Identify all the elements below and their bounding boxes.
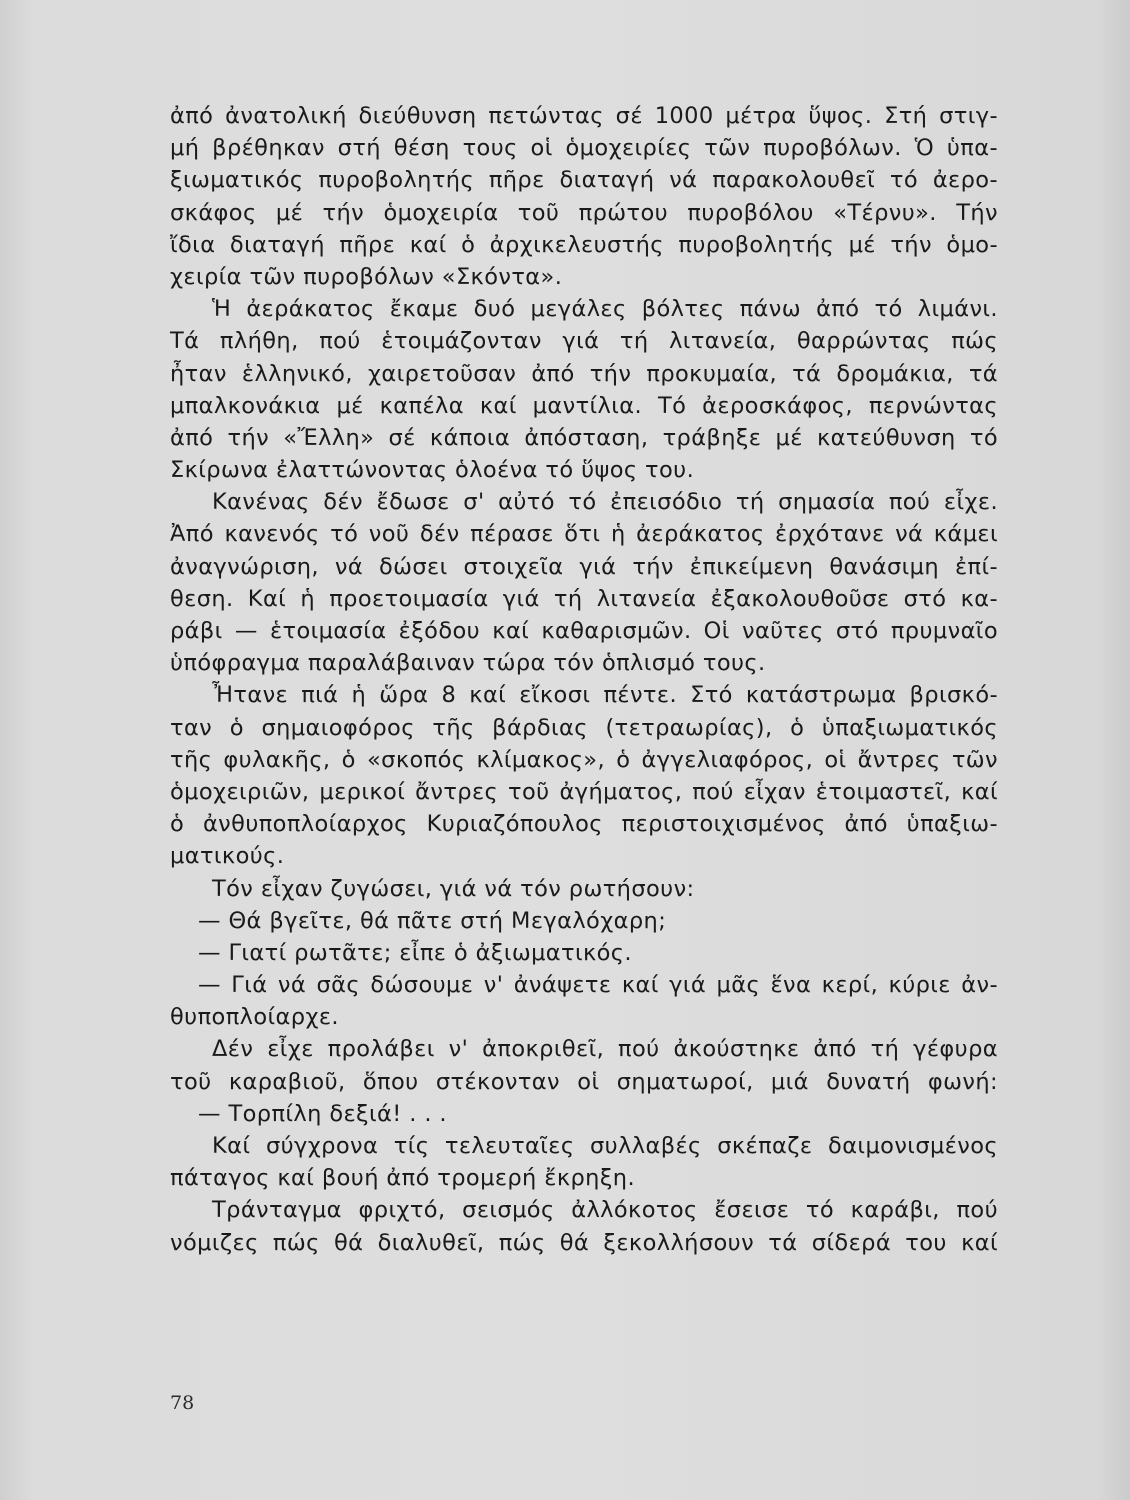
text-line: — Θά βγεῖτε, θά πᾶτε στή Μεγαλόχαρη;	[198, 907, 667, 934]
text-line: ἀπό ἀνατολική διεύθυνση πετώντας σέ 1000 μέτρα ὕψος. Στή στιγ-	[170, 103, 998, 129]
text-line: Τόν εἶχαν ζυγώσει, γιά νά τόν ρωτήσουν:	[212, 875, 695, 902]
text-line: ἀπό τήν «Ἔλλη» σέ κάποια ἀπόσταση, τράβηξε μέ κατεύθυνση τό	[170, 424, 998, 451]
text-line: σκάφος μέ τήν ὁμοχειρία τοῦ πρώτου πυροβόλου «Τέρνυ». Τήν	[170, 199, 998, 226]
text-line: ταν ὁ σημαιοφόρος τῆς βάρδιας (τετραωρίας), ὁ ὑπαξιωματικός	[170, 714, 998, 741]
text-line: — Γιά νά σᾶς δώσουμε ν' ἀνάψετε καί γιά μᾶς ἕνα κερί, κύριε ἀν-	[198, 972, 998, 999]
text-line: ὁ ἀνθυποπλοίαρχος Κυριαζόπουλος περιστοιχισμένος ἀπό ὑπαξιω-	[170, 811, 998, 838]
text-line: Τράνταγμα φριχτό, σεισμός ἀλλόκοτος ἔσεισε τό καράβι, πού	[212, 1197, 998, 1224]
body-text	[170, 100, 998, 1259]
text-line: Ἡ ἀεράκατος ἔκαμε δυό μεγάλες βόλτες πάνω ἀπό τό λιμάνι.	[212, 296, 998, 323]
text-line: θυποπλοίαρχε.	[170, 1004, 339, 1031]
text-line: Καί σύγχρονα τίς τελευταῖες συλλαβές σκέπαζε δαιμονισμένος	[212, 1133, 998, 1159]
text-line: ὁμοχειριῶν, μερικοί ἄντρες τοῦ ἀγήματος, πού εἶχαν ἑτοιμαστεῖ, καί	[170, 778, 998, 805]
text-line: ξιωματικός πυροβολητής πῆρε διαταγή νά παρακολουθεῖ τό ἀερο-	[170, 167, 998, 194]
text-line: Δέν εἶχε προλάβει ν' ἀποκριθεῖ, πού ἀκούστηκε ἀπό τή γέφυρα	[212, 1036, 998, 1063]
text-line: Τά πλήθη, πού ἑτοιμάζονταν γιά τή λιτανεία, θαρρώντας πώς	[170, 328, 998, 355]
text-line: Ἦτανε πιά ἡ ὥρα 8 καί εἴκοσι πέντε. Στό κατάστρωμα βρισκό-	[212, 682, 998, 709]
text-line: ράβι — ἑτοιμασία ἐξόδου καί καθαρισμῶν. Οἱ ναῦτες στό πρυμναῖο	[170, 618, 998, 644]
text-line: νόμιζες πώς θά διαλυθεῖ, πώς θά ξεκολλήσουν τά σίδερά του καί	[170, 1229, 998, 1256]
text-line: ἦταν ἑλληνικό, χαιρετοῦσαν ἀπό τήν προκυμαία, τά δρομάκια, τά	[170, 360, 998, 387]
text-line: ματικούς.	[170, 843, 285, 870]
text-line: τοῦ καραβιοῦ, ὅπου στέκονταν οἱ σηματωροί, μιά δυνατή φωνή:	[170, 1068, 998, 1095]
text-line: χειρία τῶν πυροβόλων «Σκόντα».	[170, 263, 563, 290]
text-line: Ἀπό κανενός τό νοῦ δέν πέρασε ὅτι ἡ ἀεράκατος ἐρχότανε νά κάμει	[170, 521, 998, 548]
text-line: θεση. Καί ἡ προετοιμασία γιά τή λιτανεία ἐξακολουθοῦσε στό κα-	[170, 585, 998, 612]
text-line: — Τορπίλη δεξιά! . . .	[198, 1100, 447, 1127]
text-line: τῆς φυλακῆς, ὁ «σκοπός κλίμακος», ὁ ἀγγελιαφόρος, οἱ ἄντρες τῶν	[170, 746, 998, 773]
page-number: 78	[170, 1392, 195, 1414]
text-line: ἀναγνώριση, νά δώσει στοιχεῖα γιά τήν ἐπικείμενη θανάσιμη ἐπί-	[170, 553, 998, 580]
text-line: Σκίρωνα ἐλαττώνοντας ὁλοένα τό ὕψος του.	[170, 457, 695, 484]
text-line: πάταγος καί βουή ἀπό τρομερή ἔκρηξη.	[170, 1165, 635, 1192]
text-line: μή βρέθηκαν στή θέση τους οἱ ὁμοχειρίες τῶν πυροβόλων. Ὁ ὑπα-	[170, 135, 998, 162]
text-line: ὑπόφραγμα παραλάβαιναν τώρα τόν ὁπλισμό τους.	[170, 650, 766, 677]
text-line: — Γιατί ρωτᾶτε; εἶπε ὁ ἀξιωματικός.	[198, 939, 632, 966]
text-line: μπαλκονάκια μέ καπέλα καί μαντίλια. Τό ἀεροσκάφος, περνώντας	[170, 392, 998, 419]
text-line: Κανένας δέν ἔδωσε σ' αὐτό τό ἐπεισόδιο τή σημασία πού εἶχε.	[212, 489, 998, 516]
text-line: ἴδια διαταγή πῆρε καί ὁ ἀρχικελευστής πυροβολητής μέ τήν ὁμο-	[170, 231, 998, 258]
